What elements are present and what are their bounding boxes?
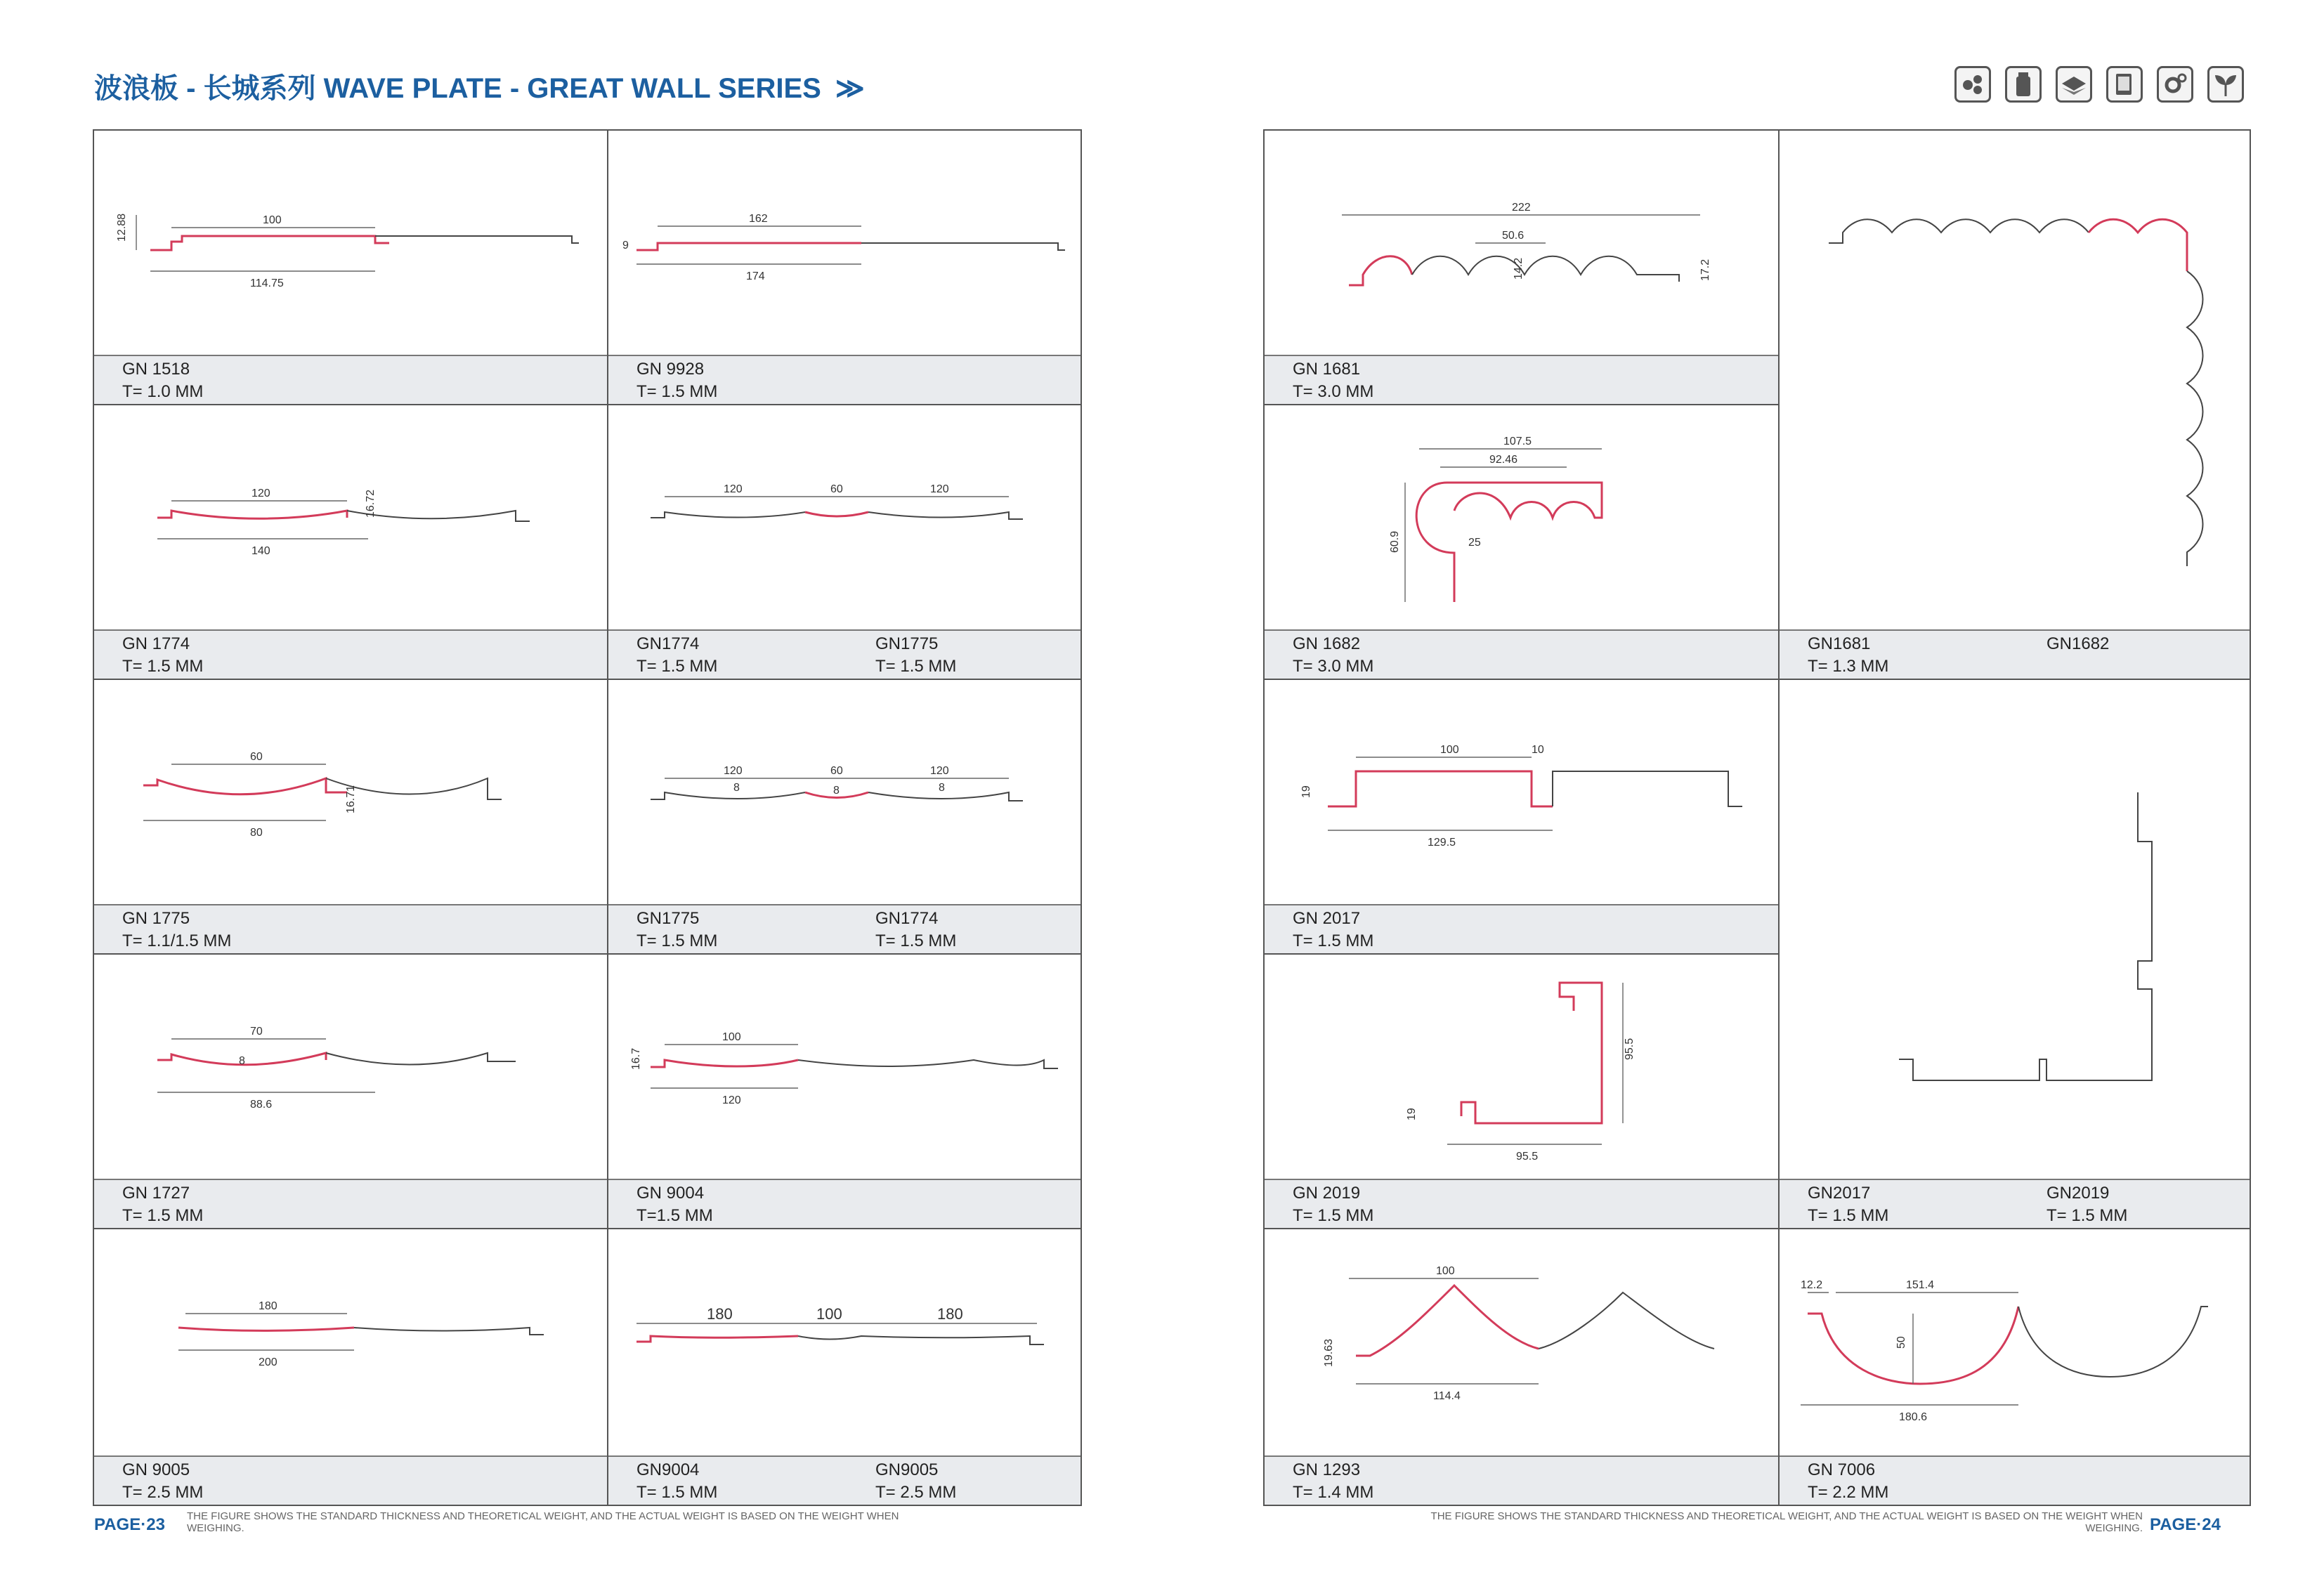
dim-label: 80 bbox=[250, 827, 263, 839]
product-thickness: T= 1.0 MM bbox=[122, 382, 204, 401]
product-cell bbox=[1780, 680, 2251, 1229]
dim-label: 100 bbox=[722, 1031, 741, 1043]
gears-icon bbox=[2157, 66, 2193, 103]
profile-drawing bbox=[1780, 680, 2250, 1179]
product-thickness: T= 3.0 MM bbox=[1293, 657, 1374, 676]
product-code: GN1681 bbox=[1808, 634, 1871, 653]
dim-label: 120 bbox=[724, 483, 743, 495]
product-code: GN 1727 bbox=[122, 1184, 190, 1203]
page-number-right: PAGE·24 bbox=[2150, 1515, 2221, 1534]
dim-label: 222 bbox=[1512, 202, 1531, 214]
dim-label: 60 bbox=[250, 751, 263, 763]
dim-label: 70 bbox=[250, 1026, 263, 1038]
dim-label: 174 bbox=[746, 270, 765, 282]
product-thickness: T= 1.5 MM bbox=[875, 931, 957, 950]
product-thickness: T= 1.3 MM bbox=[1808, 657, 1889, 676]
product-code: GN 1518 bbox=[122, 360, 190, 379]
dim-label: 25 bbox=[1468, 537, 1481, 549]
product-code: GN 7006 bbox=[1808, 1460, 1876, 1479]
profile-drawing bbox=[94, 955, 607, 1179]
product-code: GN1775 bbox=[637, 909, 700, 928]
product-thickness: T= 1.1/1.5 MM bbox=[122, 931, 232, 950]
dim-label: 19 bbox=[1406, 1108, 1418, 1120]
dim-label: 8 bbox=[239, 1055, 245, 1067]
product-cell bbox=[608, 131, 1082, 405]
dim-label: 12.2 bbox=[1801, 1279, 1823, 1291]
molecule-icon bbox=[1954, 66, 1991, 103]
product-code: GN2017 bbox=[1808, 1184, 1871, 1203]
product-code: GN1774 bbox=[875, 909, 939, 928]
layers-icon bbox=[2056, 66, 2092, 103]
dim-label: 19.63 bbox=[1323, 1338, 1335, 1367]
dim-label: 95.5 bbox=[1624, 1038, 1636, 1060]
profile-drawing bbox=[608, 1229, 1081, 1454]
product-code: GN 1293 bbox=[1293, 1460, 1361, 1479]
product-label bbox=[1780, 1455, 2250, 1505]
product-cell bbox=[94, 405, 608, 680]
product-thickness: T= 1.5 MM bbox=[1808, 1206, 1889, 1225]
dim-label: 162 bbox=[749, 213, 768, 225]
dim-label: 8 bbox=[733, 782, 740, 794]
product-cell bbox=[94, 680, 608, 955]
product-cell bbox=[608, 405, 1082, 680]
footer-note-right: THE FIGURE SHOWS THE STANDARD THICKNESS AND THEORETICAL WEIGHT, AND THE ACTUAL WEIGHT IS BASED ON THE WEIGHT WHEN WEIGHING. bbox=[1430, 1510, 2143, 1534]
product-cell bbox=[1265, 680, 1780, 955]
dim-label: 60.9 bbox=[1389, 530, 1401, 553]
product-thickness: T= 1.5 MM bbox=[122, 1206, 204, 1225]
product-code: GN 1775 bbox=[122, 909, 190, 928]
product-thickness: T= 2.5 MM bbox=[122, 1483, 204, 1502]
feature-icon-bar bbox=[1954, 66, 2244, 103]
profile-drawing bbox=[608, 131, 1081, 355]
profile-drawing bbox=[608, 955, 1081, 1179]
profile-drawing bbox=[94, 405, 607, 630]
product-code: GN2019 bbox=[2046, 1184, 2110, 1203]
product-thickness: T= 2.2 MM bbox=[1808, 1483, 1889, 1502]
dim-label: 107.5 bbox=[1503, 436, 1532, 447]
dim-label: 200 bbox=[259, 1356, 278, 1368]
profile-drawing bbox=[1265, 131, 1777, 355]
product-thickness: T= 2.5 MM bbox=[875, 1483, 957, 1502]
dim-label: 180 bbox=[259, 1300, 278, 1312]
product-code: GN 1682 bbox=[1293, 634, 1361, 653]
dim-label: 120 bbox=[252, 488, 270, 499]
dim-label: 92.46 bbox=[1489, 454, 1518, 466]
dim-label: 95.5 bbox=[1516, 1151, 1539, 1163]
product-cell bbox=[94, 1229, 608, 1506]
product-label bbox=[608, 355, 1081, 404]
profile-drawing bbox=[1265, 955, 1777, 1179]
dim-label: 16.72 bbox=[365, 489, 377, 518]
profile-drawing bbox=[94, 1229, 607, 1454]
product-label bbox=[1780, 1179, 2250, 1228]
dim-label: 100 bbox=[1436, 1265, 1455, 1277]
product-cell bbox=[608, 955, 1082, 1229]
profile-drawing bbox=[1780, 131, 2250, 629]
dim-label: 88.6 bbox=[250, 1099, 273, 1111]
product-cell bbox=[1265, 405, 1780, 680]
product-cell bbox=[1265, 131, 1780, 405]
chevron-right-icon: ≫ bbox=[835, 73, 859, 104]
footer-note-left: THE FIGURE SHOWS THE STANDARD THICKNESS AND THEORETICAL WEIGHT, AND THE ACTUAL WEIGHT IS BASED ON THE WEIGHT WHEN WEIGHING. bbox=[187, 1510, 899, 1534]
dim-label: 8 bbox=[939, 782, 945, 794]
product-thickness: T= 1.5 MM bbox=[875, 657, 957, 676]
product-thickness: T= 1.5 MM bbox=[637, 657, 718, 676]
product-code: GN9005 bbox=[875, 1460, 939, 1479]
product-cell bbox=[94, 955, 608, 1229]
product-cell bbox=[1265, 955, 1780, 1229]
dim-label: 151.4 bbox=[1906, 1279, 1935, 1291]
dim-label: 16.71 bbox=[345, 785, 357, 813]
tablet-icon bbox=[2106, 66, 2143, 103]
product-thickness: T= 1.5 MM bbox=[1293, 931, 1374, 950]
product-thickness: T= 1.5 MM bbox=[637, 382, 718, 401]
profile-drawing bbox=[94, 680, 607, 905]
product-label bbox=[1265, 1455, 1778, 1505]
dim-label: 120 bbox=[930, 483, 949, 495]
product-thickness: T= 1.4 MM bbox=[1293, 1483, 1374, 1502]
product-label bbox=[94, 629, 607, 679]
product-label bbox=[1265, 629, 1778, 679]
product-code: GN1682 bbox=[2046, 634, 2110, 653]
product-code: GN 2019 bbox=[1293, 1184, 1361, 1203]
profile-drawing bbox=[1265, 1229, 1777, 1454]
dim-label: 114.4 bbox=[1433, 1390, 1461, 1402]
left-product-grid bbox=[93, 129, 1082, 1506]
product-thickness: T= 1.5 MM bbox=[122, 657, 204, 676]
product-cell bbox=[1265, 1229, 1780, 1506]
product-cell bbox=[608, 1229, 1082, 1506]
dim-label: 14.2 bbox=[1513, 257, 1525, 280]
dim-label: 50 bbox=[1895, 1336, 1907, 1349]
page-title: 波浪板 - 长城系列 WAVE PLATE - GREAT WALL SERIES ≫ bbox=[94, 73, 859, 104]
product-cell bbox=[608, 680, 1082, 955]
dim-label: 16.7 bbox=[630, 1047, 642, 1070]
dim-label: 17.2 bbox=[1699, 259, 1711, 281]
dim-label: 9 bbox=[622, 240, 629, 251]
dim-label: 180.6 bbox=[1899, 1411, 1928, 1423]
profile-drawing bbox=[1780, 1229, 2250, 1454]
dim-label: 100 bbox=[816, 1305, 842, 1323]
bottle-icon bbox=[2005, 66, 2042, 103]
product-label bbox=[608, 629, 1081, 679]
dim-label: 180 bbox=[937, 1305, 963, 1323]
dim-label: 100 bbox=[1440, 744, 1459, 756]
dim-label: 60 bbox=[830, 765, 843, 777]
product-thickness: T= 3.0 MM bbox=[1293, 382, 1374, 401]
product-label bbox=[1265, 1179, 1778, 1228]
product-label bbox=[94, 1179, 607, 1228]
product-label bbox=[94, 904, 607, 953]
product-cell bbox=[1780, 131, 2251, 680]
product-code: GN 1681 bbox=[1293, 360, 1361, 379]
product-label bbox=[94, 1455, 607, 1505]
product-label bbox=[1265, 355, 1778, 404]
right-product-grid bbox=[1263, 129, 2251, 1506]
product-label bbox=[1265, 904, 1778, 953]
product-code: GN 9005 bbox=[122, 1460, 190, 1479]
dim-label: 114.75 bbox=[250, 277, 284, 289]
product-label bbox=[608, 904, 1081, 953]
dim-label: 180 bbox=[707, 1305, 733, 1323]
dim-label: 129.5 bbox=[1428, 837, 1456, 849]
dim-label: 19 bbox=[1300, 785, 1312, 798]
product-code: GN 1774 bbox=[122, 634, 190, 653]
product-code: GN9004 bbox=[637, 1460, 700, 1479]
product-code: GN 9928 bbox=[637, 360, 705, 379]
dim-label: 50.6 bbox=[1502, 230, 1525, 242]
dim-label: 140 bbox=[252, 545, 270, 557]
profile-drawing bbox=[1265, 405, 1777, 630]
product-label bbox=[608, 1179, 1081, 1228]
product-thickness: T= 1.5 MM bbox=[637, 1483, 718, 1502]
product-code: GN1775 bbox=[875, 634, 939, 653]
product-thickness: T=1.5 MM bbox=[637, 1206, 713, 1225]
profile-drawing bbox=[608, 680, 1081, 905]
profile-drawing bbox=[608, 405, 1081, 630]
dim-label: 8 bbox=[833, 785, 840, 797]
dim-label: 10 bbox=[1532, 744, 1544, 756]
profile-drawing bbox=[1265, 680, 1777, 905]
product-thickness: T= 1.5 MM bbox=[2046, 1206, 2128, 1225]
plant-icon bbox=[2207, 66, 2244, 103]
product-code: GN 9004 bbox=[637, 1184, 705, 1203]
product-label bbox=[608, 1455, 1081, 1505]
profile-drawing bbox=[94, 131, 607, 355]
dim-label: 100 bbox=[263, 214, 282, 226]
dim-label: 120 bbox=[724, 765, 743, 777]
product-label bbox=[94, 355, 607, 404]
dim-label: 120 bbox=[930, 765, 949, 777]
dim-label: 60 bbox=[830, 483, 843, 495]
product-thickness: T= 1.5 MM bbox=[1293, 1206, 1374, 1225]
product-label bbox=[1780, 629, 2250, 679]
product-thickness: T= 1.5 MM bbox=[637, 931, 718, 950]
page-number-left: PAGE·23 bbox=[94, 1515, 165, 1534]
product-cell bbox=[1780, 1229, 2251, 1506]
dim-label: 120 bbox=[722, 1094, 741, 1106]
dim-label: 12.88 bbox=[116, 213, 128, 242]
product-code: GN1774 bbox=[637, 634, 700, 653]
product-cell bbox=[94, 131, 608, 405]
product-code: GN 2017 bbox=[1293, 909, 1361, 928]
